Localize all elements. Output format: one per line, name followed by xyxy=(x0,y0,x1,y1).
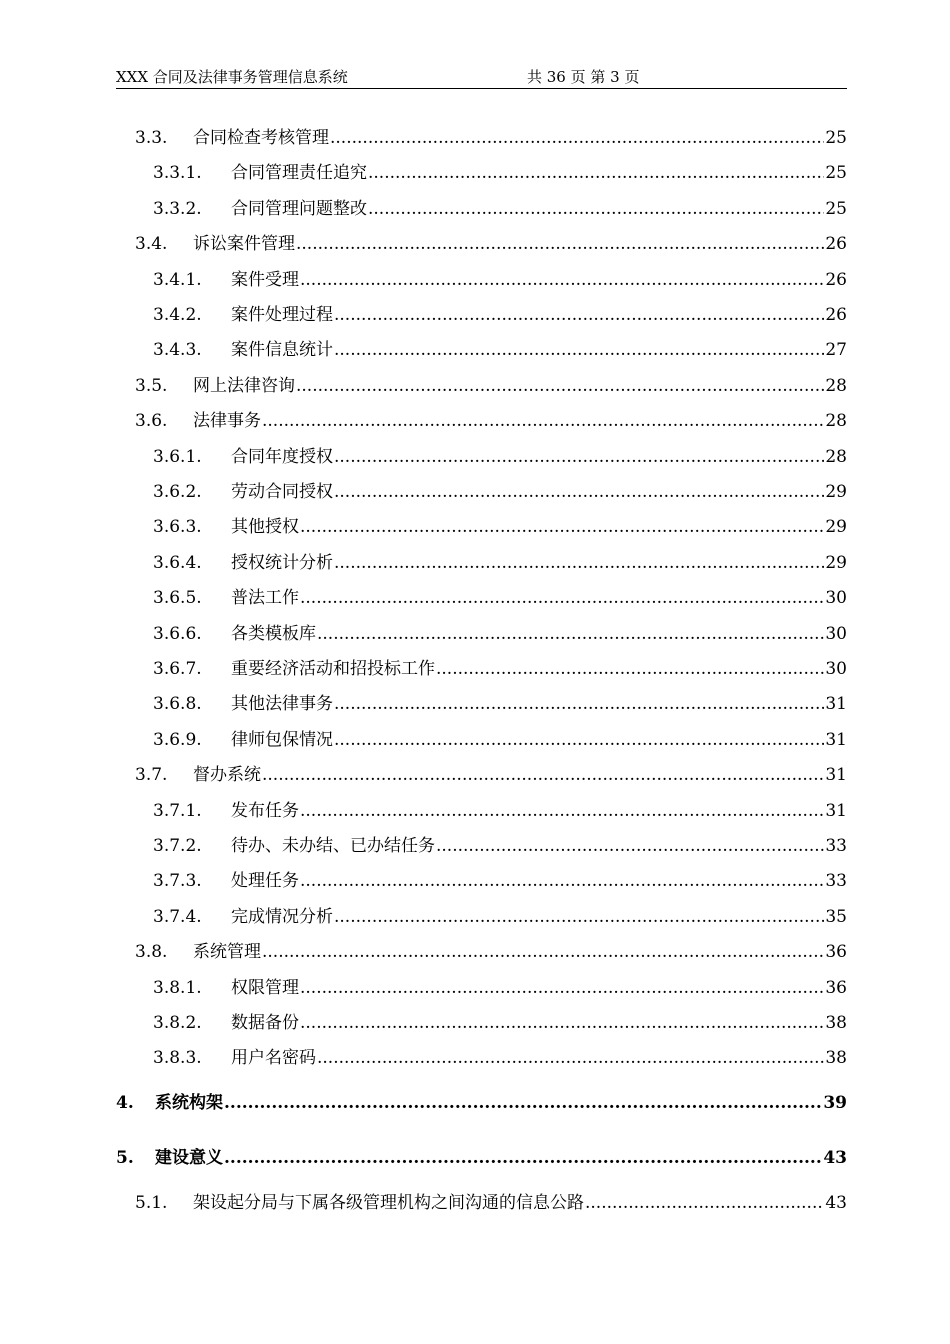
toc-entry-page: 26 xyxy=(825,270,847,290)
toc-leader-dots xyxy=(436,657,824,681)
toc-leader-dots xyxy=(334,551,824,575)
toc-entry[interactable] xyxy=(153,692,847,716)
toc-leader-dots xyxy=(262,763,824,787)
toc-entry-number: 3.8. xyxy=(135,942,168,962)
toc-entry[interactable] xyxy=(153,197,847,221)
toc-entry[interactable] xyxy=(116,1146,847,1170)
toc-entry-number: 5. xyxy=(116,1148,134,1168)
toc-entry[interactable] xyxy=(153,728,847,752)
toc-entry-page: 27 xyxy=(825,340,847,360)
toc-leader-dots xyxy=(300,268,824,292)
toc-leader-dots xyxy=(334,303,824,327)
document-title: XXX 合同及法律事务管理信息系统 xyxy=(116,68,348,86)
toc-entry-page: 31 xyxy=(825,801,847,821)
toc-entry-number: 3.6.6. xyxy=(153,624,202,644)
toc-entry-page: 43 xyxy=(825,1193,847,1213)
toc-entry-title: 重要经济活动和招投标工作 xyxy=(231,659,435,679)
toc-entry-page: 39 xyxy=(823,1093,847,1113)
toc-leader-dots xyxy=(300,1011,824,1035)
toc-entry-title: 普法工作 xyxy=(231,588,299,608)
toc-entry[interactable] xyxy=(153,834,847,858)
toc-entry-title: 诉讼案件管理 xyxy=(193,234,295,254)
page-counter: 共 36 页 第 3 页 xyxy=(527,68,640,86)
toc-entry-page: 38 xyxy=(825,1013,847,1033)
toc-entry[interactable] xyxy=(153,303,847,327)
toc-entry-number: 4. xyxy=(116,1093,134,1113)
toc-entry-page: 26 xyxy=(825,234,847,254)
toc-leader-dots xyxy=(436,834,824,858)
toc-entry-title: 系统构架 xyxy=(155,1093,223,1113)
toc-entry-number: 3.3.1. xyxy=(153,163,202,183)
toc-entry-page: 25 xyxy=(825,199,847,219)
toc-entry-number: 3.7.4. xyxy=(153,907,202,927)
toc-leader-dots xyxy=(368,197,824,221)
toc-entry-title: 网上法律咨询 xyxy=(193,376,295,396)
toc-leader-dots xyxy=(334,338,824,362)
toc-entry[interactable] xyxy=(153,905,847,929)
toc-entry[interactable] xyxy=(135,126,847,150)
toc-leader-dots xyxy=(262,940,824,964)
toc-entry[interactable] xyxy=(153,338,847,362)
toc-entry[interactable] xyxy=(153,161,847,185)
toc-entry-title: 案件处理过程 xyxy=(231,305,333,325)
toc-leader-dots xyxy=(224,1146,822,1170)
toc-entry-number: 3.8.1. xyxy=(153,978,202,998)
toc-entry-title: 数据备份 xyxy=(231,1013,299,1033)
toc-entry[interactable] xyxy=(153,1011,847,1035)
toc-leader-dots xyxy=(334,728,824,752)
toc-entry[interactable] xyxy=(153,586,847,610)
toc-entry-number: 3.3. xyxy=(135,128,168,148)
toc-entry-page: 33 xyxy=(825,836,847,856)
toc-entry-page: 28 xyxy=(825,447,847,467)
toc-entry-page: 28 xyxy=(825,411,847,431)
toc-entry-number: 3.7.2. xyxy=(153,836,202,856)
toc-entry-number: 3.6.1. xyxy=(153,447,202,467)
toc-entry-title: 案件受理 xyxy=(231,270,299,290)
toc-entry-number: 3.7.1. xyxy=(153,801,202,821)
toc-entry-title: 合同管理问题整改 xyxy=(231,199,367,219)
toc-entry-page: 30 xyxy=(825,624,847,644)
toc-entry-page: 28 xyxy=(825,376,847,396)
toc-entry-page: 38 xyxy=(825,1048,847,1068)
toc-entry[interactable] xyxy=(153,445,847,469)
toc-leader-dots xyxy=(296,232,824,256)
toc-entry[interactable] xyxy=(135,763,847,787)
toc-entry-number: 3.5. xyxy=(135,376,168,396)
toc-leader-dots xyxy=(300,515,824,539)
toc-entry[interactable] xyxy=(153,551,847,575)
toc-entry-number: 3.8.3. xyxy=(153,1048,202,1068)
toc-entry[interactable] xyxy=(153,869,847,893)
toc-entry-number: 3.6.8. xyxy=(153,694,202,714)
toc-entry-number: 3.8.2. xyxy=(153,1013,202,1033)
toc-entry-page: 35 xyxy=(825,907,847,927)
toc-leader-dots xyxy=(300,799,824,823)
toc-leader-dots xyxy=(300,976,824,1000)
toc-entry-title: 督办系统 xyxy=(193,765,261,785)
toc-entry-page: 30 xyxy=(825,588,847,608)
toc-entry[interactable] xyxy=(135,374,847,398)
toc-entry-title: 系统管理 xyxy=(193,942,261,962)
toc-entry[interactable] xyxy=(153,1046,847,1070)
toc-entry-title: 法律事务 xyxy=(193,411,261,431)
toc-entry-title: 其他授权 xyxy=(231,517,299,537)
toc-entry-title: 架设起分局与下属各级管理机构之间沟通的信息公路 xyxy=(193,1193,584,1213)
toc-leader-dots xyxy=(334,480,824,504)
toc-entry-page: 26 xyxy=(825,305,847,325)
toc-entry-number: 3.3.2. xyxy=(153,199,202,219)
toc-entry-number: 3.7.3. xyxy=(153,871,202,891)
toc-entry-number: 3.4.3. xyxy=(153,340,202,360)
toc-entry[interactable] xyxy=(153,268,847,292)
toc-leader-dots xyxy=(334,692,824,716)
toc-entry-page: 29 xyxy=(825,517,847,537)
toc-entry-title: 用户名密码 xyxy=(231,1048,316,1068)
toc-entry-number: 3.4. xyxy=(135,234,168,254)
toc-entry-title: 建设意义 xyxy=(155,1148,223,1168)
toc-entry-number: 3.4.2. xyxy=(153,305,202,325)
toc-entry-title: 合同年度授权 xyxy=(231,447,333,467)
toc-entry[interactable] xyxy=(116,1091,847,1115)
toc-leader-dots xyxy=(317,622,824,646)
toc-leader-dots xyxy=(300,586,824,610)
toc-entry-number: 3.4.1. xyxy=(153,270,202,290)
toc-entry-page: 33 xyxy=(825,871,847,891)
toc-entry[interactable] xyxy=(153,657,847,681)
toc-entry-number: 3.6.5. xyxy=(153,588,202,608)
toc-entry-title: 处理任务 xyxy=(231,871,299,891)
toc-entry-number: 3.6.2. xyxy=(153,482,202,502)
toc-leader-dots xyxy=(262,409,824,433)
toc-entry-page: 29 xyxy=(825,482,847,502)
toc-entry-title: 待办、未办结、已办结任务 xyxy=(231,836,435,856)
toc-leader-dots xyxy=(330,126,824,150)
toc-entry-page: 31 xyxy=(825,730,847,750)
toc-entry[interactable] xyxy=(153,480,847,504)
toc-entry-title: 各类模板库 xyxy=(231,624,316,644)
toc-entry-page: 25 xyxy=(825,128,847,148)
toc-entry[interactable] xyxy=(153,799,847,823)
toc-entry-page: 29 xyxy=(825,553,847,573)
toc-entry-page: 31 xyxy=(825,765,847,785)
toc-entry-title: 发布任务 xyxy=(231,801,299,821)
toc-entry[interactable] xyxy=(153,976,847,1000)
toc-entry[interactable] xyxy=(135,232,847,256)
toc-entry-page: 43 xyxy=(823,1148,847,1168)
toc-entry-title: 劳动合同授权 xyxy=(231,482,333,502)
toc-entry[interactable] xyxy=(135,1191,847,1215)
toc-leader-dots xyxy=(585,1191,824,1215)
toc-entry-title: 律师包保情况 xyxy=(231,730,333,750)
toc-entry-title: 其他法律事务 xyxy=(231,694,333,714)
toc-entry-title: 授权统计分析 xyxy=(231,553,333,573)
toc-entry-page: 30 xyxy=(825,659,847,679)
toc-entry[interactable] xyxy=(135,940,847,964)
toc-entry-page: 36 xyxy=(825,978,847,998)
toc-entry-number: 5.1. xyxy=(135,1193,168,1213)
toc-entry-number: 3.6. xyxy=(135,411,168,431)
toc-entry-title: 权限管理 xyxy=(231,978,299,998)
toc-entry-title: 案件信息统计 xyxy=(231,340,333,360)
toc-entry-number: 3.6.3. xyxy=(153,517,202,537)
toc-entry-number: 3.7. xyxy=(135,765,168,785)
toc-entry[interactable] xyxy=(153,515,847,539)
toc-entry-title: 完成情况分析 xyxy=(231,907,333,927)
toc-entry-title: 合同管理责任追究 xyxy=(231,163,367,183)
toc-leader-dots xyxy=(368,161,824,185)
toc-entry-title: 合同检查考核管理 xyxy=(193,128,329,148)
toc-leader-dots xyxy=(224,1091,822,1115)
toc-entry[interactable] xyxy=(135,409,847,433)
toc-entry-number: 3.6.4. xyxy=(153,553,202,573)
toc-leader-dots xyxy=(317,1046,824,1070)
toc-leader-dots xyxy=(300,869,824,893)
toc-entry-page: 36 xyxy=(825,942,847,962)
toc-entry-number: 3.6.9. xyxy=(153,730,202,750)
toc-leader-dots xyxy=(334,445,824,469)
toc-leader-dots xyxy=(296,374,824,398)
toc-entry-page: 25 xyxy=(825,163,847,183)
toc-entry-number: 3.6.7. xyxy=(153,659,202,679)
toc-entry[interactable] xyxy=(153,622,847,646)
toc-leader-dots xyxy=(334,905,824,929)
toc-entry-page: 31 xyxy=(825,694,847,714)
page-header xyxy=(116,66,847,89)
